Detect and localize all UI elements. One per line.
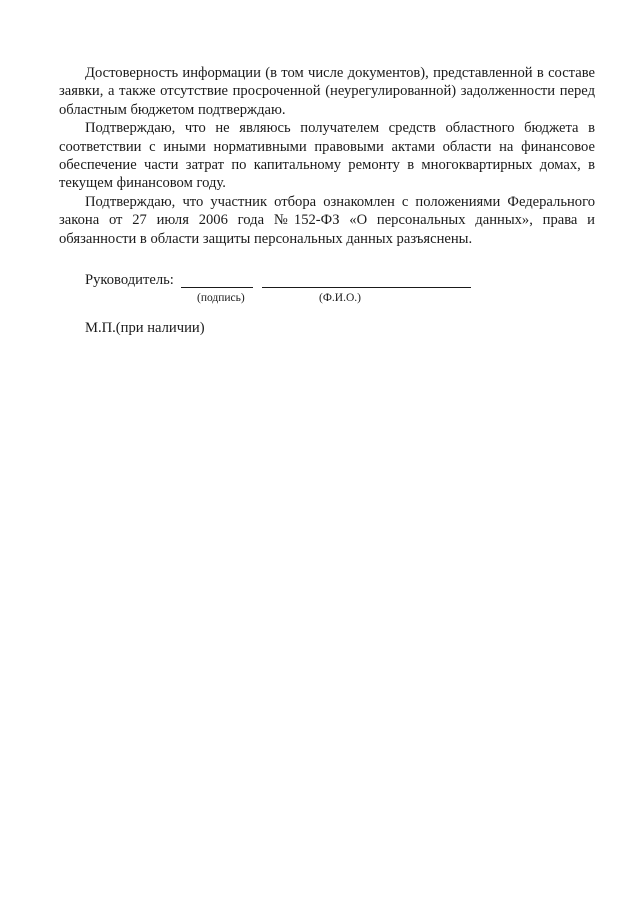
paragraph-reliability-confirmation: Достоверность информации (в том числе документов), представленной в составе заявки, а также отсутствие просроченной (неурегулированной) задолженности перед областным бюджетом подтверждаю. [59,65,595,118]
document-body [59,64,595,248]
paragraph-no-other-funding-confirmation: Подтверждаю, что не являюсь получателем средств областного бюджета в соответствии с иными нормативными правовыми актами области на финансовое обеспечение части затрат по капитальному ремонту в многоквартирных домах, в текущем финансовом году. [59,120,595,192]
signature-caption: (подпись) [197,292,245,304]
stamp-note: М.П.(при наличии) [85,320,205,336]
signature-block [85,272,485,292]
full-name-line [262,287,471,288]
signature-label: Руководитель: [85,272,174,288]
full-name-caption: (Ф.И.О.) [319,292,361,304]
signature-line [181,287,253,288]
paragraph-personal-data-confirmation: Подтверждаю, что участник отбора ознакомлен с положениями Федерального закона от 27 июля 2006 года №152-ФЗ «О персональных данных», права и обязанности в области защиты персональных данных разъяснены. [59,193,595,247]
